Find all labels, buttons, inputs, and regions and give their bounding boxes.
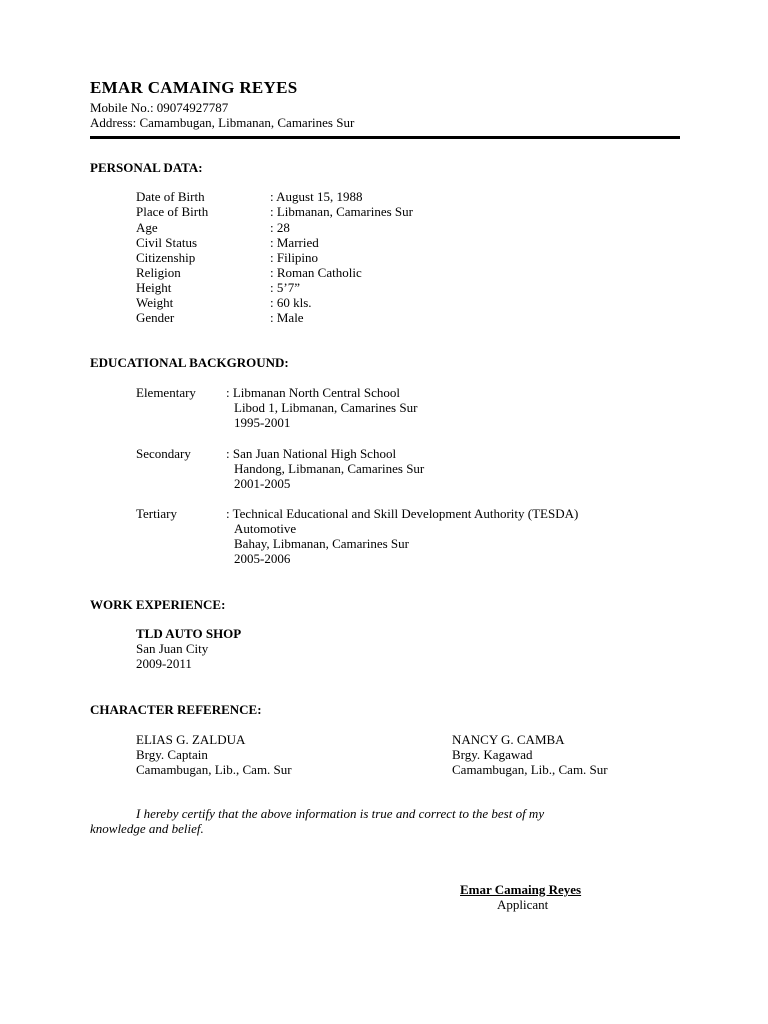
personal-label: Place of Birth	[136, 204, 209, 219]
personal-value: : Married	[270, 235, 319, 250]
personal-data-heading: PERSONAL DATA:	[90, 160, 203, 175]
personal-value: : August 15, 1988	[270, 189, 363, 204]
mobile-number: Mobile No.: 09074927787	[90, 100, 229, 115]
signature-name: Emar Camaing Reyes	[460, 882, 582, 897]
education-line: : Technical Educational and Skill Development Authority (TESDA)	[226, 506, 579, 521]
work-company: TLD AUTO SHOP	[136, 626, 242, 641]
reference-entry	[136, 732, 292, 777]
personal-value: : Filipino	[270, 250, 319, 265]
work-heading: WORK EXPERIENCE:	[90, 597, 226, 612]
reference-heading: CHARACTER REFERENCE:	[90, 702, 262, 717]
personal-label: Height	[136, 280, 172, 295]
education-details	[226, 446, 424, 491]
reference-entry	[452, 732, 608, 777]
personal-label: Date of Birth	[136, 189, 205, 204]
reference-title: Brgy. Kagawad	[452, 747, 533, 762]
education-line: Automotive	[234, 521, 297, 536]
education-line: Libod 1, Libmanan, Camarines Sur	[234, 400, 418, 415]
personal-label: Religion	[136, 265, 181, 280]
personal-value: : Roman Catholic	[270, 265, 362, 280]
reference-name: ELIAS G. ZALDUA	[136, 732, 246, 747]
reference-title: Brgy. Captain	[136, 747, 208, 762]
personal-value: : 28	[270, 220, 290, 235]
education-level: Tertiary	[136, 506, 177, 521]
education-line: 2001-2005	[234, 476, 291, 491]
education-line: Bahay, Libmanan, Camarines Sur	[234, 536, 409, 551]
education-line: Handong, Libmanan, Camarines Sur	[234, 461, 425, 476]
header-divider	[90, 136, 680, 139]
work-location: San Juan City	[136, 641, 209, 656]
education-line: : San Juan National High School	[226, 446, 397, 461]
personal-value: : Libmanan, Camarines Sur	[270, 204, 413, 219]
address: Address: Camambugan, Libmanan, Camarines Sur	[90, 115, 355, 130]
work-years: 2009-2011	[136, 656, 192, 671]
personal-value: : 60 kls.	[270, 295, 312, 310]
personal-value: : 5’7”	[270, 280, 300, 295]
personal-label: Age	[136, 220, 158, 235]
education-heading: EDUCATIONAL BACKGROUND:	[90, 355, 289, 370]
education-level: Elementary	[136, 385, 196, 400]
education-details	[226, 385, 417, 430]
education-line: 2005-2006	[234, 551, 291, 566]
personal-value: : Male	[270, 310, 304, 325]
reference-place: Camambugan, Lib., Cam. Sur	[136, 762, 292, 777]
signature-role: Applicant	[497, 897, 549, 912]
education-line: : Libmanan North Central School	[226, 385, 401, 400]
personal-label: Weight	[136, 295, 174, 310]
applicant-name: EMAR CAMAING REYES	[90, 78, 298, 97]
personal-label: Civil Status	[136, 235, 198, 250]
education-line: 1995-2001	[234, 415, 291, 430]
work-entry	[136, 626, 241, 671]
personal-label: Gender	[136, 310, 175, 325]
education-details	[226, 506, 578, 566]
certification-line: I hereby certify that the above information is true and correct to the best of my	[136, 806, 545, 821]
education-level: Secondary	[136, 446, 191, 461]
certification-line: knowledge and belief.	[90, 821, 204, 836]
personal-label: Citizenship	[136, 250, 196, 265]
reference-name: NANCY G. CAMBA	[452, 732, 565, 747]
reference-place: Camambugan, Lib., Cam. Sur	[452, 762, 608, 777]
